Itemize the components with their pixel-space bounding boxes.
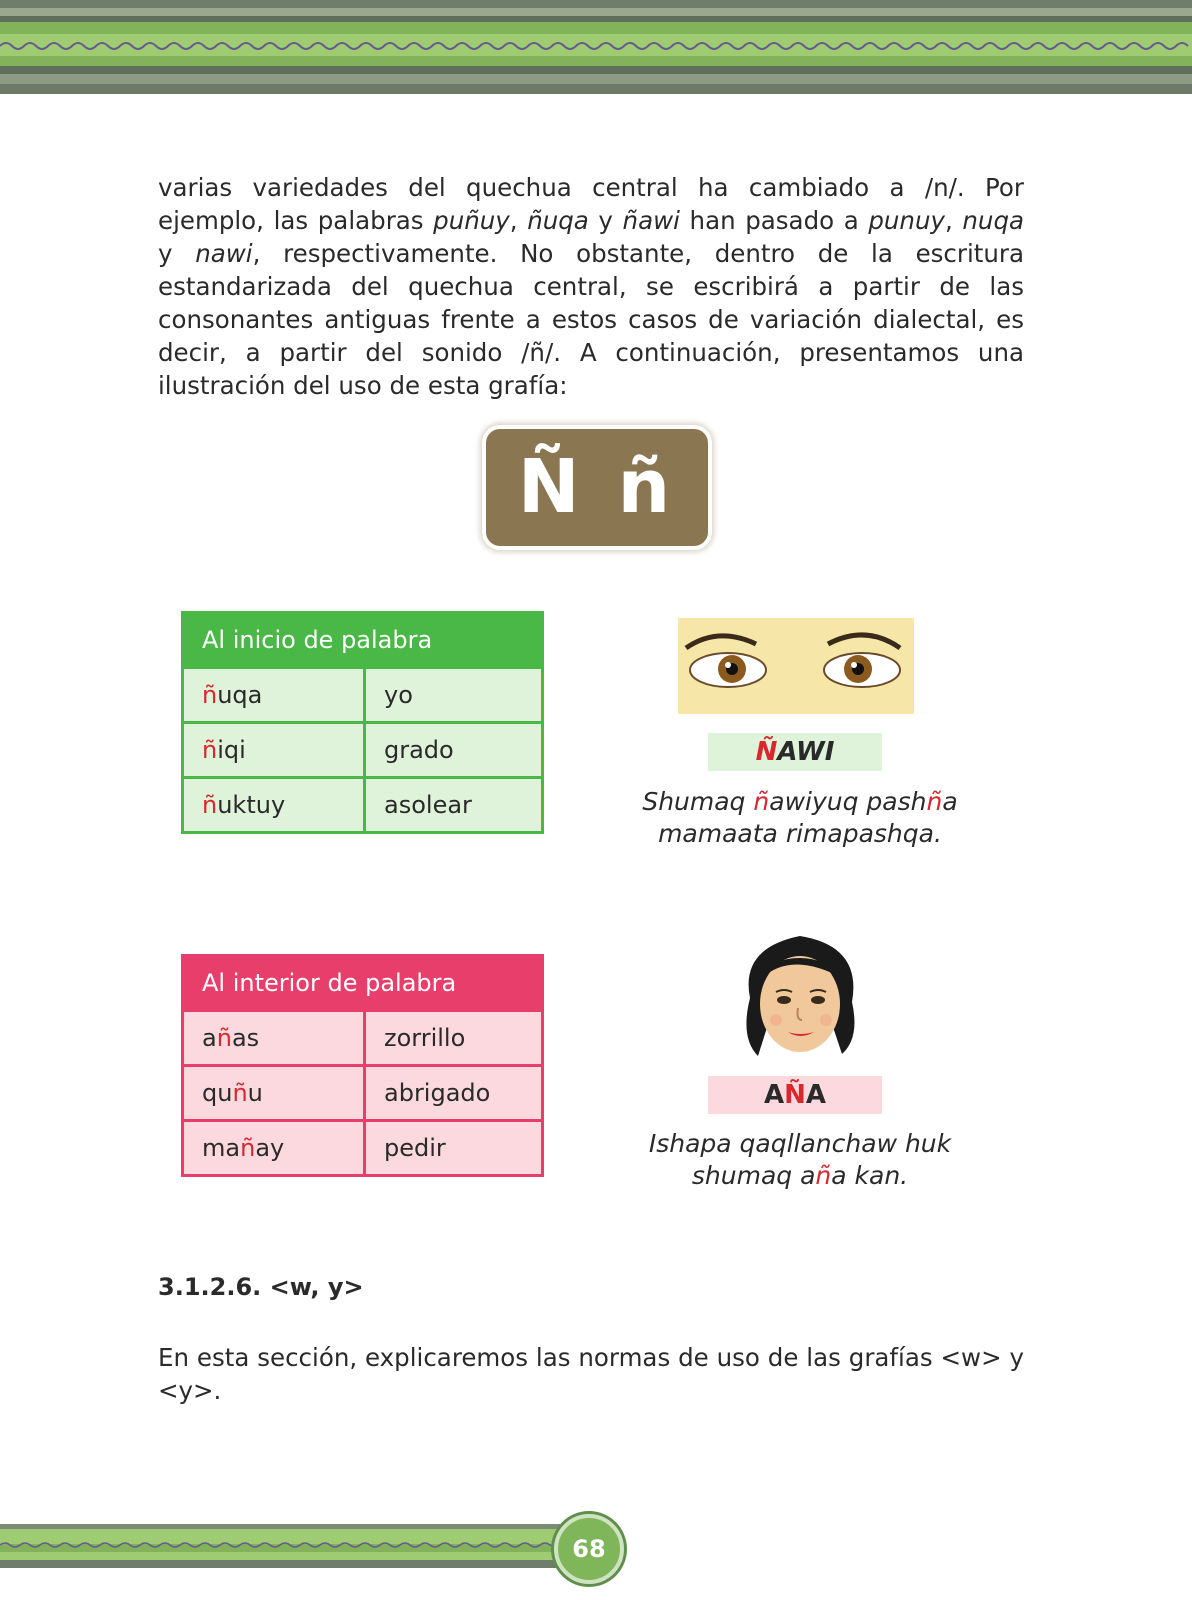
word-cell: ñuktuy <box>183 778 365 833</box>
table-row <box>183 1066 543 1121</box>
girl-face-illustration <box>730 928 872 1068</box>
table-row <box>183 723 543 778</box>
table-word-start <box>181 611 544 834</box>
word-cell: añas <box>183 1011 365 1066</box>
ana-caption: Ishapa qaqllanchaw huk shumaq aña kan. <box>648 1129 952 1190</box>
eyes-illustration <box>678 618 914 714</box>
bottom-decorative-border <box>0 1524 560 1568</box>
meaning-cell: asolear <box>365 778 543 833</box>
meaning-cell: pedir <box>365 1121 543 1176</box>
table-row <box>183 668 543 723</box>
section-paragraph: En esta sección, explicaremos las normas de uso de las grafías <w> y <y>. <box>158 1343 1024 1405</box>
table-header: Al inicio de palabra <box>183 613 543 668</box>
page-number: 68 <box>554 1514 624 1584</box>
nawi-label: ÑAWI <box>708 733 882 771</box>
table-row <box>183 1121 543 1176</box>
table-row <box>183 1011 543 1066</box>
nawi-caption: Shumaq ñawiyuq pashña mamaata rimapashqa. <box>642 787 958 848</box>
table-word-inner <box>181 954 544 1177</box>
word-cell: quñu <box>183 1066 365 1121</box>
word-cell: mañay <box>183 1121 365 1176</box>
letter-tile: Ñ ñ <box>482 425 712 550</box>
meaning-cell: abrigado <box>365 1066 543 1121</box>
intro-paragraph: varias variedades del quechua central ha cambiado a /n/. Por ejemplo, las palabras puñuy, ñuqa y ñawi han pasado a punuy, nuqa y nawi, respectivamente. No obstante, dentro de la escritura estandarizada del quechua central, se escribirá a partir de las consonantes antiguas frente a estos casos de variación dialectal, es decir, a partir del sonido /ñ/. A continuación, presentamos una ilustración del uso de esta grafía: <box>158 173 1025 400</box>
ana-label: AÑA <box>708 1076 882 1114</box>
word-cell: ñuqa <box>183 668 365 723</box>
meaning-cell: zorrillo <box>365 1011 543 1066</box>
top-decorative-border <box>0 0 1192 94</box>
table-header: Al interior de palabra <box>183 956 543 1011</box>
word-cell: ñiqi <box>183 723 365 778</box>
section-heading: 3.1.2.6. <w, y> <box>158 1273 364 1301</box>
meaning-cell: yo <box>365 668 543 723</box>
table-row <box>183 778 543 833</box>
meaning-cell: grado <box>365 723 543 778</box>
